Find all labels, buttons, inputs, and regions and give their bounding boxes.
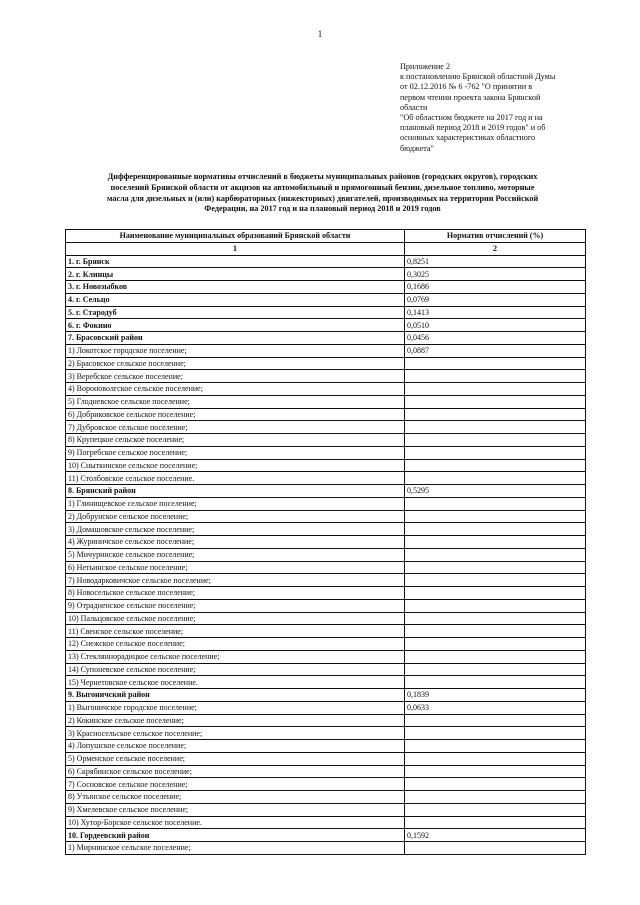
norm-value: 0,0887	[405, 344, 586, 357]
norm-value	[405, 791, 586, 804]
table-row	[66, 472, 586, 485]
norm-value	[405, 638, 586, 651]
appendix-line: к постановлению Брянской областной Думы	[400, 72, 556, 82]
table-row	[66, 383, 586, 396]
norm-value: 0,0769	[405, 293, 586, 306]
column-number-2: 2	[405, 242, 586, 255]
municipality-name: 7) Сосновское сельское поселение;	[66, 778, 405, 791]
table-row	[66, 523, 586, 536]
table-row	[66, 778, 586, 791]
norm-value: 0,1413	[405, 306, 586, 319]
municipality-name: 9. Выгоничский район	[66, 689, 405, 702]
title-line: Дифференцированные нормативы отчислений в бюджеты муниципальных районов (городских округов), городских	[107, 172, 538, 181]
municipality-name: 1) Мирнинское сельское поселение;	[66, 842, 405, 855]
table-row	[66, 497, 586, 510]
table-row	[66, 293, 586, 306]
table-row	[66, 650, 586, 663]
norm-value	[405, 510, 586, 523]
table-row	[66, 332, 586, 345]
norm-value	[405, 561, 586, 574]
table-row	[66, 638, 586, 651]
norm-value	[405, 587, 586, 600]
table-row	[66, 689, 586, 702]
appendix-line: Приложение 2	[400, 62, 451, 71]
norm-value	[405, 842, 586, 855]
municipality-name: 2) Брасовское сельское поселение;	[66, 357, 405, 370]
municipality-name: 10. Гордеевский район	[66, 829, 405, 842]
appendix-note	[400, 62, 600, 154]
norm-value: 0,5295	[405, 485, 586, 498]
municipality-name: 1) Выгоничское городское поселение;	[66, 701, 405, 714]
municipality-name: 9) Отрадненское сельское поселение;	[66, 599, 405, 612]
municipality-name: 5. г. Стародуб	[66, 306, 405, 319]
table-header-row	[66, 230, 586, 243]
column-header-norm: Норматив отчислений (%)	[405, 230, 586, 243]
municipality-name: 4. г. Сельцо	[66, 293, 405, 306]
table-row	[66, 765, 586, 778]
norm-value	[405, 765, 586, 778]
table-row	[66, 395, 586, 408]
municipality-name: 8) Новосельское сельское поселение;	[66, 587, 405, 600]
table-row	[66, 268, 586, 281]
table-row	[66, 459, 586, 472]
norm-value: 0,8251	[405, 255, 586, 268]
norm-value	[405, 663, 586, 676]
document-title	[60, 172, 585, 215]
municipality-name: 4) Журиничское сельское поселение;	[66, 536, 405, 549]
municipality-name: 6) Нетьинское сельское поселение;	[66, 561, 405, 574]
table-row	[66, 561, 586, 574]
norm-value	[405, 803, 586, 816]
table-row	[66, 574, 586, 587]
appendix-line: области	[400, 102, 428, 112]
municipality-name: 2) Добрунское сельское поселение;	[66, 510, 405, 523]
municipality-name: 6) Скрябинское сельское поселение;	[66, 765, 405, 778]
municipality-name: 5) Глодневское сельское поселение;	[66, 395, 405, 408]
norm-value	[405, 434, 586, 447]
table-row	[66, 446, 586, 459]
norm-value	[405, 523, 586, 536]
norm-value	[405, 408, 586, 421]
norm-value	[405, 625, 586, 638]
table-row	[66, 421, 586, 434]
table-row	[66, 625, 586, 638]
appendix-line: плановый период 2018 и 2019 годов" и об	[400, 123, 546, 133]
norm-value	[405, 459, 586, 472]
table-row	[66, 434, 586, 447]
municipality-name: 9) Хмелевское сельское поселение;	[66, 803, 405, 816]
norm-value: 0,1686	[405, 281, 586, 294]
norm-value	[405, 548, 586, 561]
table-row	[66, 829, 586, 842]
appendix-line: бюджета"	[400, 143, 434, 153]
municipality-name: 14) Супоневское сельское поселение;	[66, 663, 405, 676]
norm-value	[405, 752, 586, 765]
municipality-name: 12) Снежское сельское поселение;	[66, 638, 405, 651]
norm-value: 0,0510	[405, 319, 586, 332]
norm-value	[405, 370, 586, 383]
norm-value	[405, 676, 586, 689]
table-row	[66, 740, 586, 753]
norm-value	[405, 421, 586, 434]
municipality-name: 4) Лопушское сельское поселение;	[66, 740, 405, 753]
title-line: поселений Брянской области от акцизов на автомобильный и прямогонный бензин, дизельное топливо, моторные	[110, 182, 535, 192]
municipality-name: 1) Глинищевское сельское поселение;	[66, 497, 405, 510]
table-row	[66, 344, 586, 357]
norm-value	[405, 357, 586, 370]
municipality-name: 5) Орменское сельское поселение;	[66, 752, 405, 765]
table-row	[66, 306, 586, 319]
municipality-name: 13) Стекляннорадицкое сельское поселение;	[66, 650, 405, 663]
municipality-name: 11) Столбовское сельское поселение.	[66, 472, 405, 485]
municipality-name: 2) Кокинское сельское поселение;	[66, 714, 405, 727]
column-number-1: 1	[66, 242, 405, 255]
municipality-name: 7) Новодарковичское сельское поселение;	[66, 574, 405, 587]
norm-value	[405, 612, 586, 625]
title-line: масла для дизельных и (или) карбюраторных (инжекторных) двигателей, производимых на территории Российской	[106, 193, 539, 203]
table-row	[66, 612, 586, 625]
norm-value: 0,1592	[405, 829, 586, 842]
municipality-name: 9) Погребское сельское поселение;	[66, 446, 405, 459]
municipality-name: 6) Добриковское сельское поселение;	[66, 408, 405, 421]
norm-value: 0,0633	[405, 701, 586, 714]
norm-value	[405, 714, 586, 727]
norm-value	[405, 650, 586, 663]
table-row	[66, 816, 586, 829]
norm-value: 0,0456	[405, 332, 586, 345]
column-number-row	[66, 242, 586, 255]
table-row	[66, 663, 586, 676]
norm-value	[405, 740, 586, 753]
appendix-line: от 02.12.2016 № 6 -762 "О принятии в	[400, 82, 533, 92]
table-row	[66, 408, 586, 421]
table-row	[66, 791, 586, 804]
municipality-name: 11) Свенское сельское поселение;	[66, 625, 405, 638]
municipality-name: 4) Вороноволгское сельское поселение;	[66, 383, 405, 396]
norm-value	[405, 599, 586, 612]
table-row	[66, 701, 586, 714]
table-row	[66, 803, 586, 816]
appendix-line: "Об областном бюджете на 2017 год и на	[400, 113, 543, 123]
norm-value	[405, 574, 586, 587]
norm-value	[405, 778, 586, 791]
municipality-name: 3. г. Новозыбков	[66, 281, 405, 294]
table-row	[66, 357, 586, 370]
norm-value: 0,3025	[405, 268, 586, 281]
municipality-name: 8. Брянский район	[66, 485, 405, 498]
municipality-name: 7. Брасовский район	[66, 332, 405, 345]
table-row	[66, 752, 586, 765]
municipality-name: 15) Чернетовское сельское поселение.	[66, 676, 405, 689]
column-header-municipality: Наименование муниципальных образований Брянской области	[66, 230, 405, 243]
table-row	[66, 536, 586, 549]
norm-value	[405, 472, 586, 485]
municipality-name: 3) Красносельское сельское поселение;	[66, 727, 405, 740]
table-row	[66, 587, 586, 600]
table-row	[66, 370, 586, 383]
municipality-name: 10) Пальцовское сельское поселение;	[66, 612, 405, 625]
municipality-name: 6. г. Фокино	[66, 319, 405, 332]
table-row	[66, 676, 586, 689]
table-row	[66, 599, 586, 612]
table-row	[66, 714, 586, 727]
table-row	[66, 319, 586, 332]
municipality-name: 10) Хутор-Борское сельское поселение.	[66, 816, 405, 829]
norm-value	[405, 497, 586, 510]
norm-value	[405, 536, 586, 549]
table-row	[66, 842, 586, 855]
municipality-name: 3) Домашовское сельское поселение;	[66, 523, 405, 536]
norm-value: 0,1839	[405, 689, 586, 702]
table-row	[66, 255, 586, 268]
norm-value	[405, 816, 586, 829]
municipality-name: 8) Крупецкое сельское поселение;	[66, 434, 405, 447]
page-number: 1	[317, 29, 323, 39]
municipality-name: 8) Утынское сельское поселение;	[66, 791, 405, 804]
municipality-name: 1. г. Брянск	[66, 255, 405, 268]
table-row	[66, 485, 586, 498]
municipality-name: 1) Локотское городское поселение;	[66, 344, 405, 357]
municipality-name: 7) Дубровское сельское поселение;	[66, 421, 405, 434]
norm-value	[405, 383, 586, 396]
appendix-line: основных характеристиках областного	[400, 133, 536, 143]
norms-table	[65, 229, 586, 855]
appendix-line: первом чтении проекта закона Брянской	[400, 92, 541, 102]
norm-value	[405, 446, 586, 459]
table-row	[66, 510, 586, 523]
table-row	[66, 281, 586, 294]
municipality-name: 3) Веребское сельское поселение;	[66, 370, 405, 383]
table-row	[66, 548, 586, 561]
norm-value	[405, 727, 586, 740]
table-row	[66, 727, 586, 740]
municipality-name: 10) Сныткинское сельское поселение;	[66, 459, 405, 472]
norm-value	[405, 395, 586, 408]
title-line: Федерации, на 2017 год и на плановый период 2018 и 2019 годов	[204, 204, 441, 214]
municipality-name: 2. г. Клинцы	[66, 268, 405, 281]
municipality-name: 5) Мичуринское сельское поселение;	[66, 548, 405, 561]
